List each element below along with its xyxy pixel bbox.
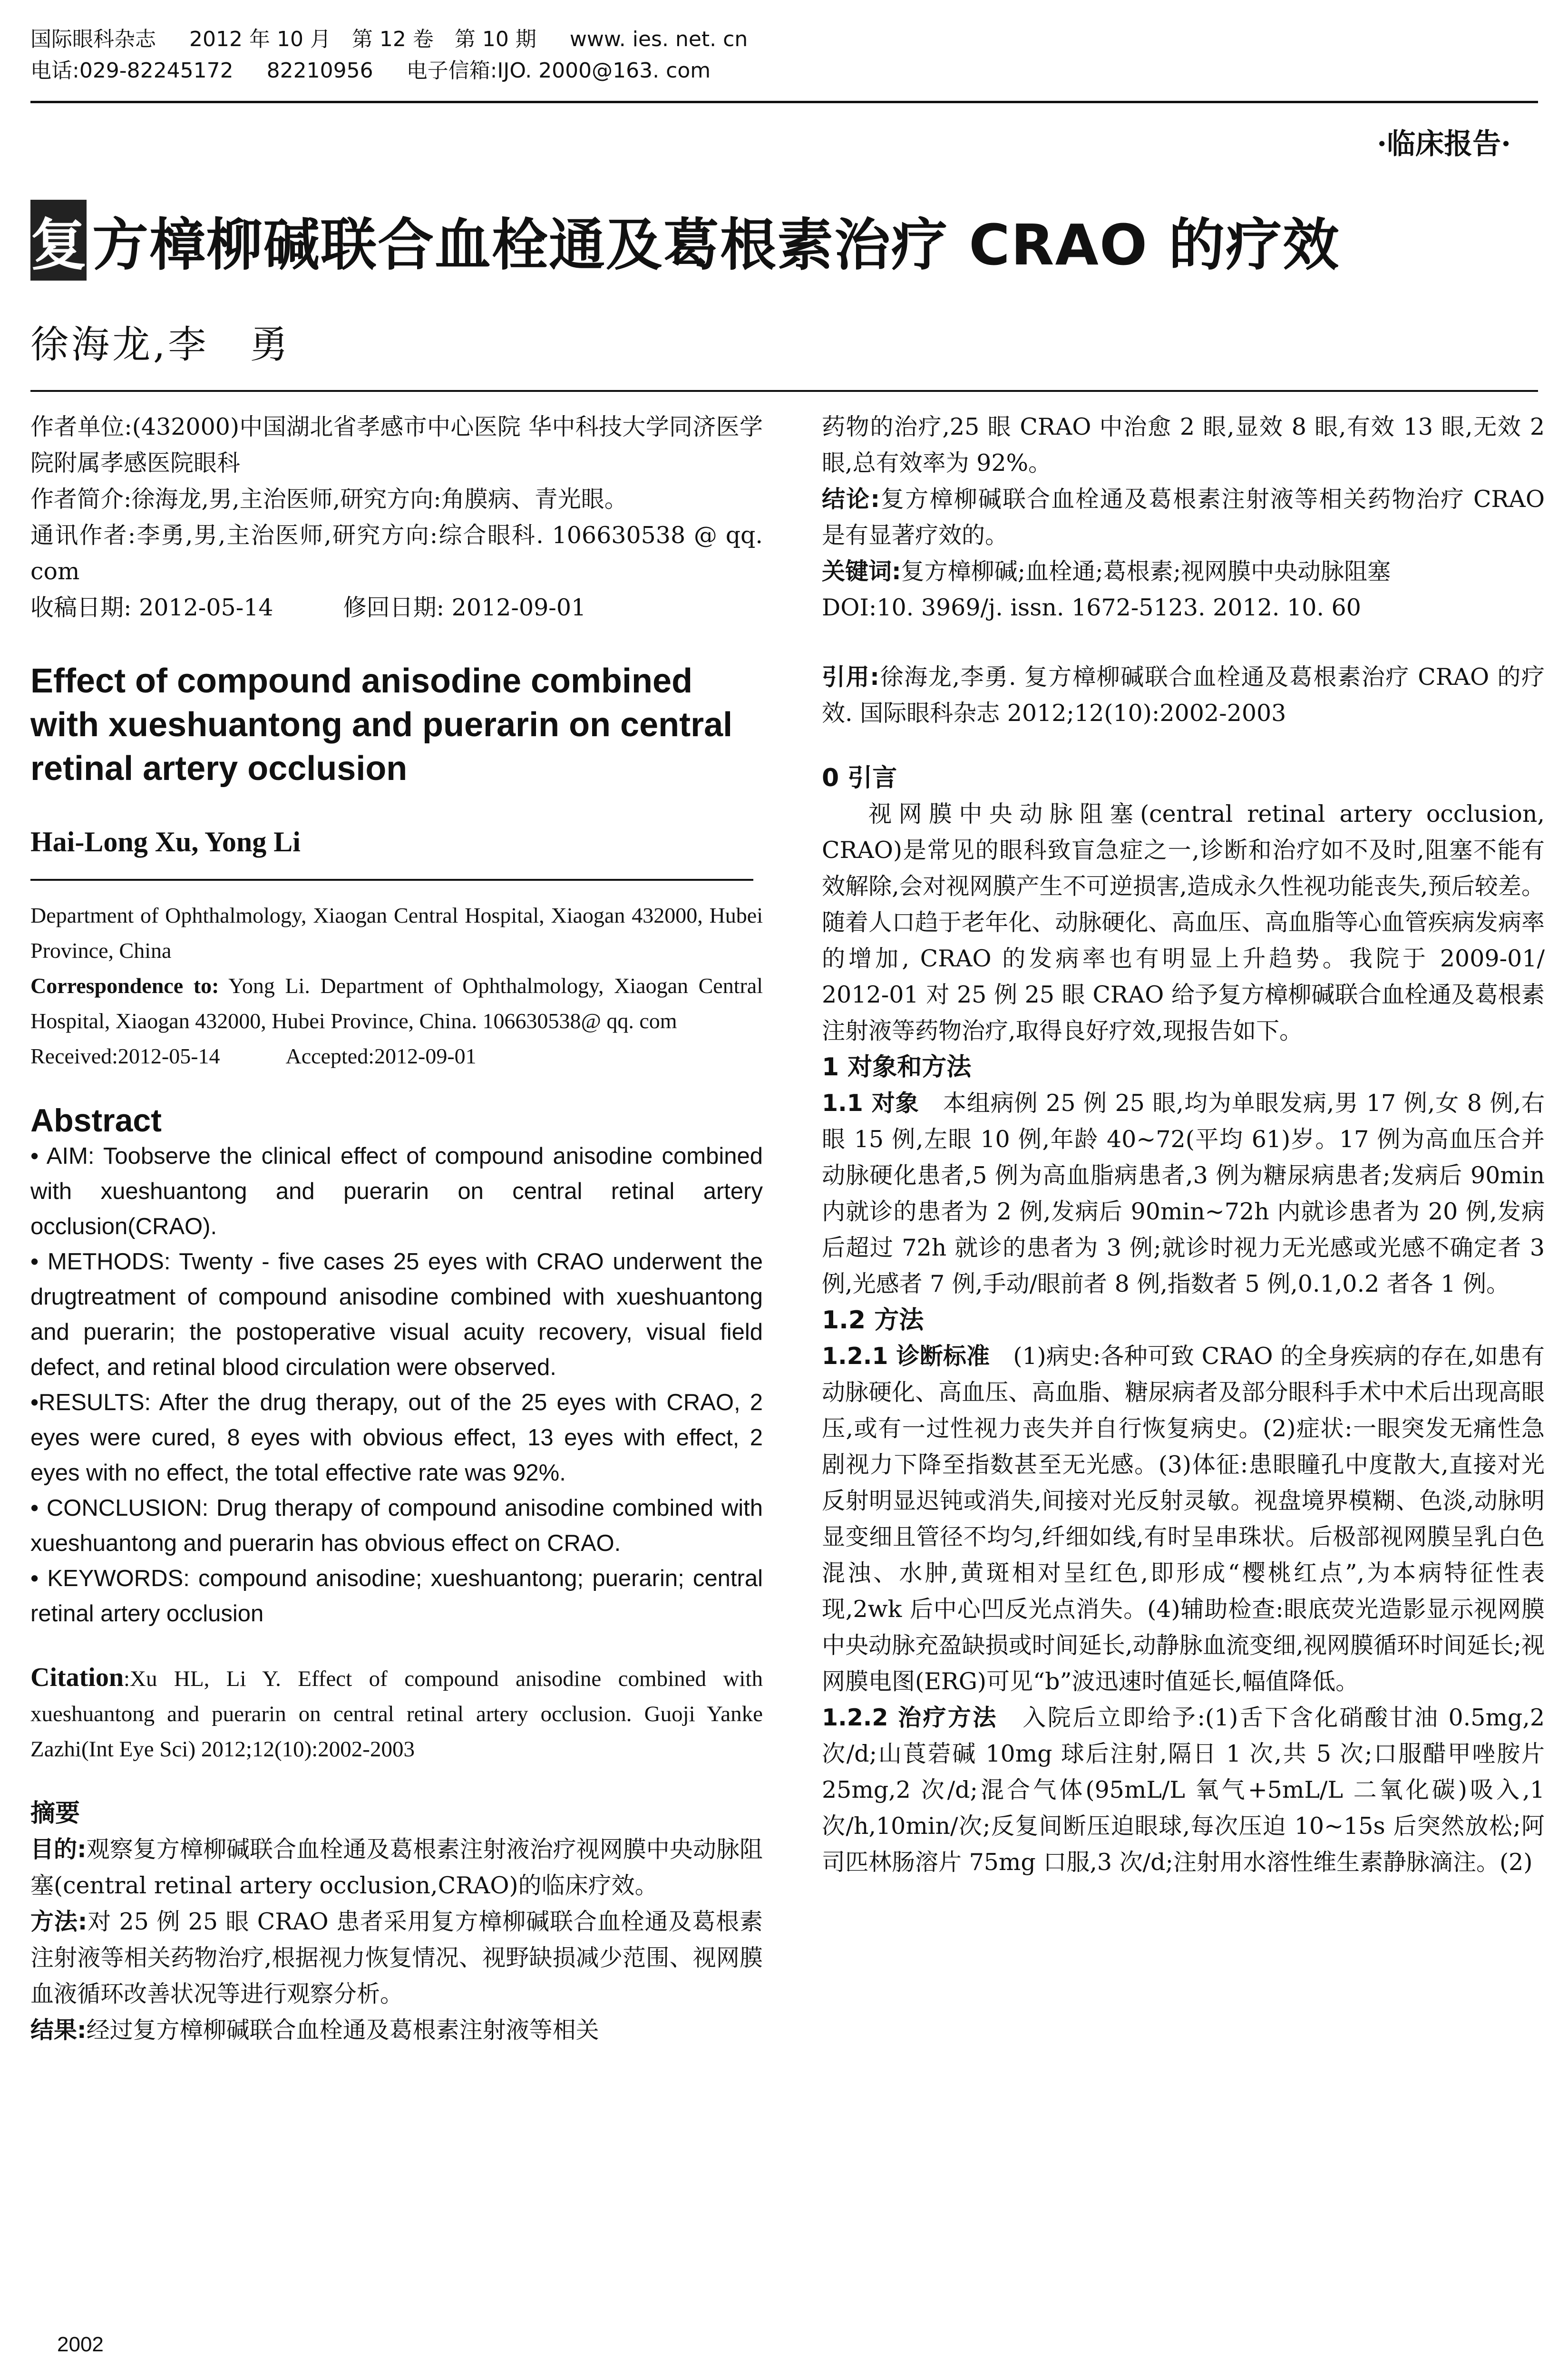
citation-label: Citation [30,1663,124,1692]
author-bio: 作者简介:徐海龙,男,主治医师,研究方向:角膜病、青光眼。 [30,486,628,513]
page-number: 2002 [57,2333,104,2356]
objective-label: 目的: [30,1836,87,1863]
zh-abstract-heading: 摘要 [30,1799,80,1828]
phone-2: 82210956 [266,58,373,83]
article-title [30,200,1340,281]
authors: 徐海龙,李 勇 [30,322,291,367]
conclusion-label: 结论: [822,486,880,513]
methods-label: 方法: [30,1908,88,1935]
left-column [30,409,763,2048]
intro-text: 视网膜中央动脉阻塞(central retinal artery occlusion, CRAO)是常见的眼科致盲急症之一,诊断和治疗如不及时,阻塞不能有效解除,会对视网膜产生不可逆损害,造成永久性视功能丧失,预后较差。随着人口趋于老年化、动脉硬化、高血压、高血脂等心血管疾病发病率的增加, CRAO 的发病率也有明显上升趋势。我院于 2009-01/ 2012-01 对 25 例 25 眼 CRAO 给予复方樟柳碱联合血栓通及葛根素注射液等药物治疗,取得良好疗效,现报告如下。 [822,800,1545,1044]
zh-objective [30,1831,763,1904]
abstract-aim: • AIM: Toobserve the clinical effect of compound anisodine combined with xueshuantong and puerarin on central retinal artery occlusion(CRAO). [30,1143,763,1239]
keywords-label: 关键词: [822,558,901,585]
doi: DOI:10. 3969/j. issn. 1672-5123. 2012. 10. 60 [822,594,1361,621]
abstract-heading: Abstract [30,1102,162,1139]
intro-heading: 0 引言 [822,764,897,792]
section-1-heading: 1 对象和方法 [822,1053,972,1081]
methods-text: 对 25 例 25 眼 CRAO 患者采用复方樟柳碱联合血栓通及葛根素注射液等相关药物治疗,根据视力恢复情况、视野缺损减少范围、视网膜血液循环改善状况等进行观察分析。 [30,1908,763,2007]
citation-zh-label: 引用: [822,663,879,691]
affiliation-en: Department of Ophthalmology, Xiaogan Central Hospital, Xiaogan 432000, Hubei Province, China [30,903,763,963]
email: 电子信箱:IJO. 2000@163. com [406,58,711,83]
objective-text: 观察复方樟柳碱联合血栓通及葛根素注射液治疗视网膜中央动脉阻塞(central retinal artery occlusion,CRAO)的临床疗效。 [30,1836,763,1899]
keywords-text: 复方樟柳碱;血栓通;葛根素;视网膜中央动脉阻塞 [901,558,1391,585]
conclusion-text: 复方樟柳碱联合血栓通及葛根素注射液等相关药物治疗 CRAO 是有显著疗效的。 [822,486,1545,549]
citation-en [30,1660,763,1767]
section-1-2-1-text: (1)病史:各种可致 CRAO 的全身疾病的存在,如患有动脉硬化、高血压、高血脂、糖尿病者及部分眼科手术中术后出现高眼压,或有一过性视力丧失并自行恢复病史。(2)症状:一眼突发无痛性急剧视力下降至指数甚至无光感。(3)体征:患眼瞳孔中度散大,直接对光反射明显迟钝或消失,间接对光反射灵敏。视盘境界模糊、色淡,动脉明显变细且管径不均匀,纤细如线,有时呈串珠状。后极部视网膜呈乳白色混浊、水肿,黄斑相对呈红色,即形成“樱桃红点”,为本病特征性表现,2wk 后中心凹反光点消失。(4)辅助检查:眼底荧光造影显示视网膜中央动脉充盈缺损或时间延长,动静脉血流变细,视网膜循环时间延长;视网膜电图(ERG)可见“b”波迅速时值延长,幅值降低。 [822,1343,1545,1695]
results-label: 结果: [30,2017,87,2044]
abstract-methods: • METHODS: Twenty - five cases 25 eyes with CRAO underwent the drugtreatment of compound anisodine combined with xueshuantong and puerarin; the postoperative visual acuity recovery, visual field defect, and retinal blood circulation were observed. [30,1249,763,1380]
dates-zh: 收稿日期: 2012-05-14 修回日期: 2012-09-01 [30,594,586,621]
journal-name: 国际眼科杂志 [30,27,156,51]
title-initial: 复 [30,200,87,281]
section-1-1 [822,1085,1545,1302]
section-1-1-text: 本组病例 25 例 25 眼,均为单眼发病,男 17 例,女 8 例,右眼 15 例,左眼 10 例,年龄 40~72(平均 61)岁。17 例为高血压合并动脉硬化患者,5 例为高血脂病患者,3 例为糖尿病患者;发病后 90min 内就诊的患者为 2 例,发病后 90min~72h 内就诊患者为 20 例,发病后超过 72h 就诊的患者为 3 例;就诊时视力无光感或光感不确定者 3 例,光感者 7 例,手动/眼前者 8 例,指数者 5 例,0.1,0.2 者各 1 例。 [822,1090,1545,1297]
citation-zh-text: 徐海龙,李勇. 复方樟柳碱联合血栓通及葛根素治疗 CRAO 的疗效. 国际眼科杂志 2012;12(10):2002-2003 [822,663,1545,727]
zh-methods [30,1904,763,2012]
zh-citation [822,659,1545,731]
zh-results-continued: 药物的治疗,25 眼 CRAO 中治愈 2 眼,显效 8 眼,有效 13 眼,无效 2 眼,总有效率为 92%。 [822,413,1545,477]
abstract-keywords: • KEYWORDS: compound anisodine; xueshuantong; puerarin; central retinal artery occlusion [30,1566,763,1627]
section-1-2-2-text: 入院后立即给予:(1)舌下含化硝酸甘油 0.5mg,2 次/d;山莨菪碱 10mg 球后注射,隔日 1 次,共 5 次;口服醋甲唑胺片 25mg,2 次/d;混合气体(95mL/L 氧气+5mL/L 二氧化碳)吸入,1 次/h,10min/次;反复间断压迫眼球,每次压迫 10~15s 后突然放松;阿司匹林肠溶片 75mg 口服,3 次/d;注射用水溶性维生素静脉滴注。(2) [822,1704,1545,1876]
correspondence-en [30,968,763,1039]
correspondence-en-text: Yong Li. Department of Ophthalmology, Xiaogan Central Hospital, Xiaogan 432000, Hubei Province, China. 106630538@ qq. com [30,974,763,1033]
section-label: ·临床报告· [1377,127,1511,161]
section-1-2-2 [822,1700,1545,1880]
results-text: 经过复方樟柳碱联合血栓通及葛根素注射液等相关 [86,2017,599,2044]
zh-conclusion [822,481,1545,554]
citation-text: :Xu HL, Li Y. Effect of compound anisodine combined with xueshuantong and puerarin on central retinal artery occlusion. Guoji Yanke Zazhi(Int Eye Sci) 2012;12(10):2002-2003 [30,1666,763,1762]
zh-keywords [822,554,1545,590]
section-1-2-heading: 1.2 方法 [822,1306,924,1335]
zh-results [30,2012,763,2048]
title-rule [30,390,1538,392]
abstract-results: •RESULTS: After the drug therapy, out of the 25 eyes with CRAO, 2 eyes were cured, 8 eyes with obvious effect, 13 eyes with effect, 2 eyes with no effect, the total effective rate was 92%. [30,1390,763,1486]
correspondence-label: Correspondence to: [30,974,219,998]
abstract-conclusion: • CONCLUSION: Drug therapy of compound anisodine combined with xueshuantong and puerarin has obvious effect on CRAO. [30,1495,763,1556]
section-1-2-1-heading: 1.2.1 诊断标准 [822,1343,990,1370]
phone: 电话:029-82245172 [30,58,234,83]
issue-info: 2012 年 10 月 第 12 卷 第 10 期 [189,27,536,51]
section-1-1-heading: 1.1 对象 [822,1090,919,1117]
section-1-2-2-heading: 1.2.2 治疗方法 [822,1704,998,1731]
title-rest: 方樟柳碱联合血栓通及葛根素治疗 CRAO 的疗效 [92,212,1340,278]
correspondence-zh: 通讯作者:李勇,男,主治医师,研究方向:综合眼科. 106630538 @ qq. com [30,522,763,585]
right-column [822,409,1545,1880]
authors-en: Hai-Long Xu, Yong Li [30,824,753,881]
running-header [30,24,781,87]
header-rule [30,101,1538,103]
section-1-2-1 [822,1338,1545,1700]
dates-en: Received:2012-05-14 Accepted:2012-09-01 [30,1044,477,1068]
affiliation-zh: 作者单位:(432000)中国湖北省孝感市中心医院 华中科技大学同济医学院附属孝感医院眼科 [30,413,763,477]
title-en: Effect of compound anisodine combined with xueshuantong and puerarin on central retinal artery occlusion [30,662,733,788]
website[interactable]: www. ies. net. cn [569,27,748,51]
